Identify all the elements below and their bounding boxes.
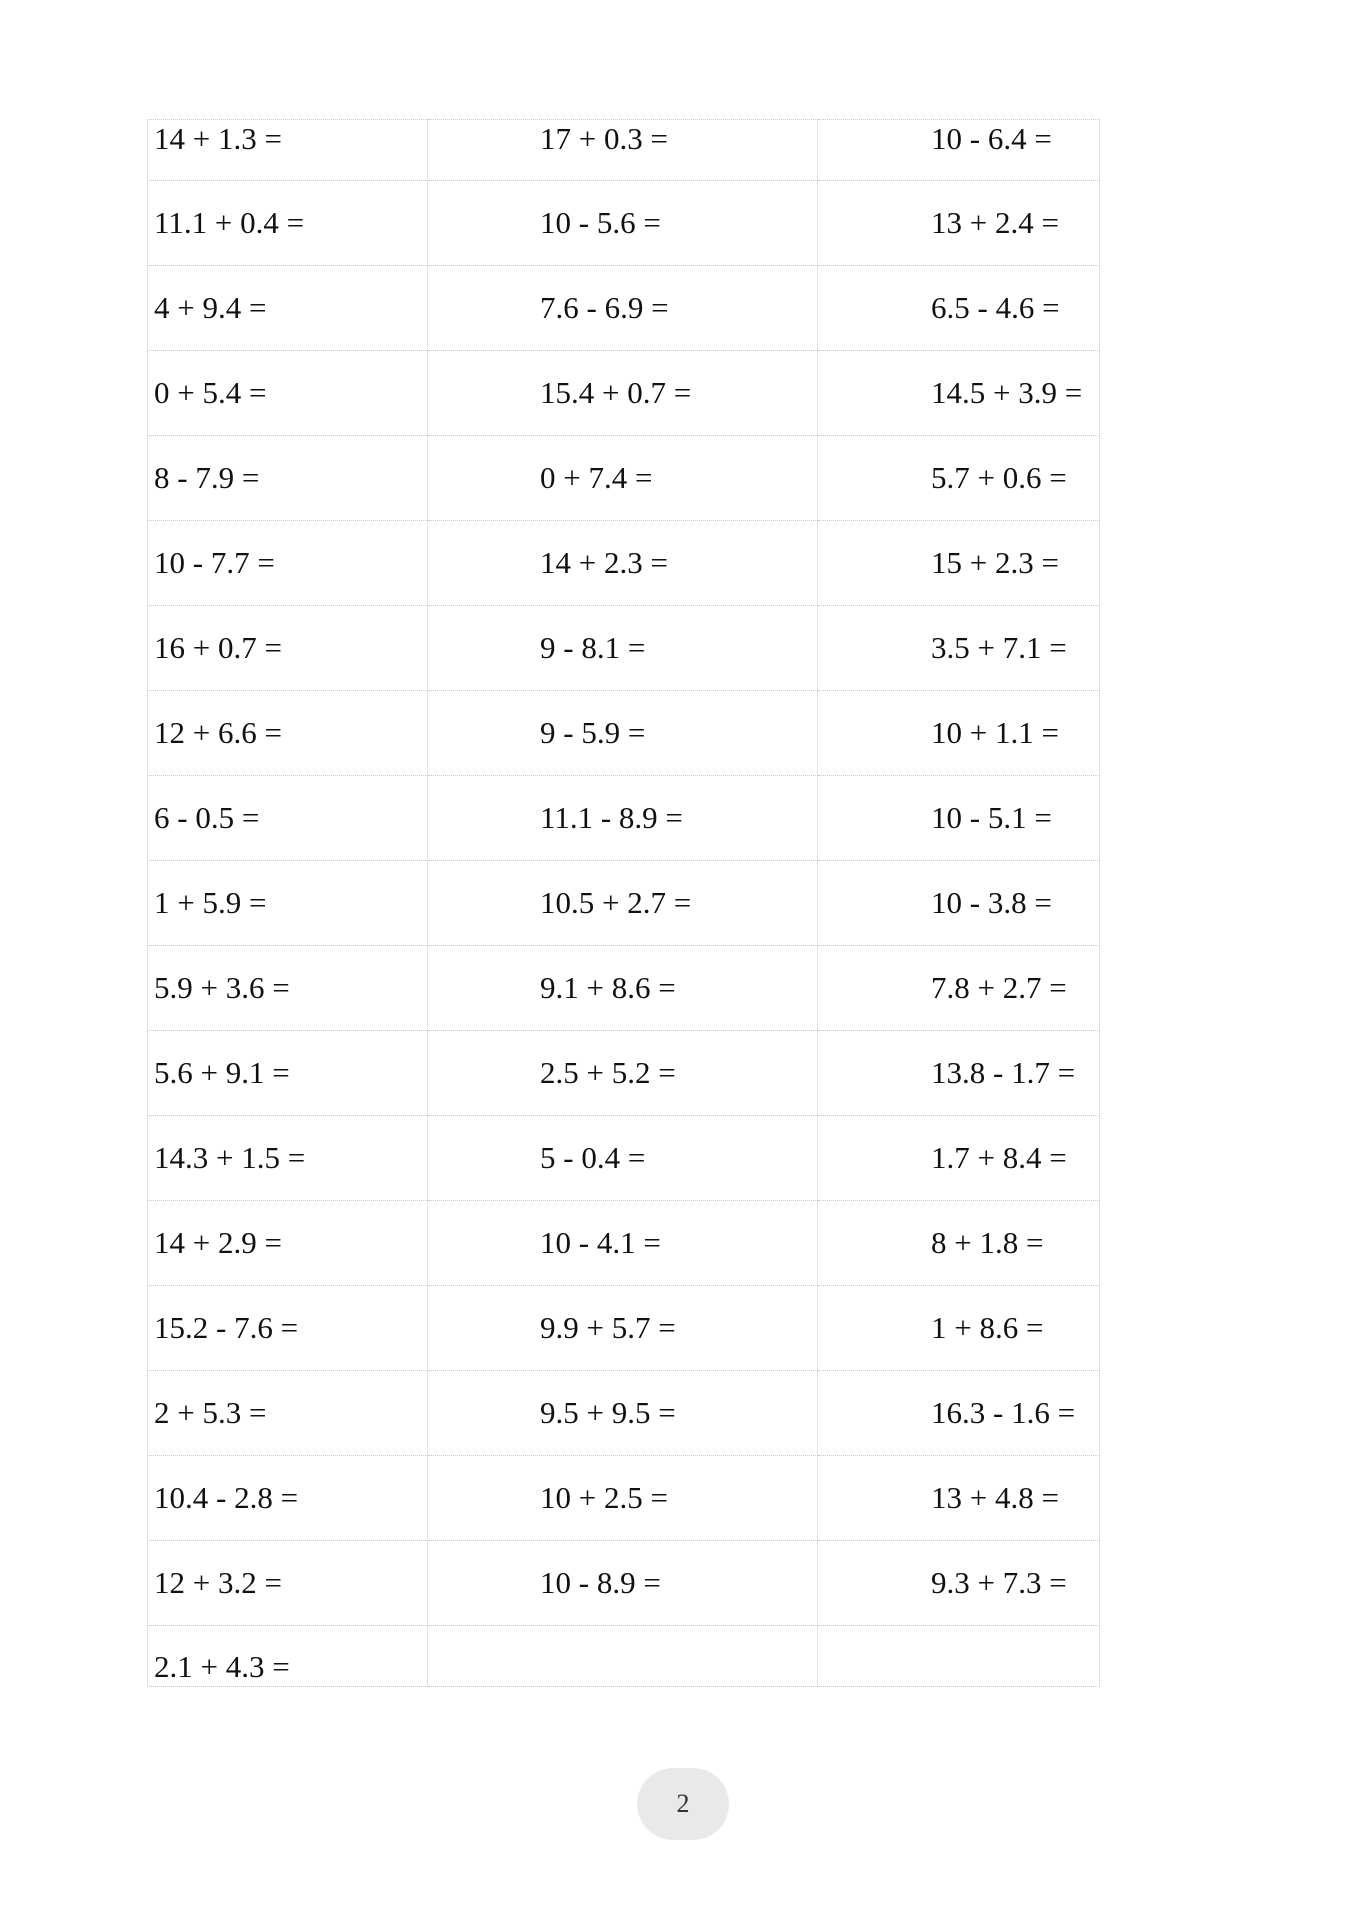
problem-text: 12 + 3.2 = — [154, 1565, 282, 1600]
page-number: 2 — [676, 1789, 690, 1818]
problem-text: 14 + 2.9 = — [154, 1225, 282, 1260]
problem-text: 11.1 + 0.4 = — [154, 205, 305, 240]
problem-text: 2.5 + 5.2 = — [540, 1055, 676, 1090]
problem-text: 1 + 8.6 = — [931, 1310, 1044, 1345]
problem-text: 14 + 1.3 = — [154, 121, 282, 156]
problem-cell — [818, 691, 1100, 776]
problem-row — [148, 606, 1100, 691]
problem-text: 12 + 6.6 = — [154, 715, 282, 750]
problem-cell — [428, 521, 818, 606]
problem-text: 7.6 - 6.9 = — [540, 290, 669, 325]
problem-row — [148, 1541, 1100, 1626]
problem-cell — [148, 606, 428, 691]
problem-text: 5.9 + 3.6 = — [154, 970, 290, 1005]
problem-cell — [818, 946, 1100, 1031]
problem-row — [148, 1286, 1100, 1371]
problem-row — [148, 521, 1100, 606]
problem-cell — [818, 436, 1100, 521]
problem-text: 5.7 + 0.6 = — [931, 460, 1067, 495]
problem-text: 16.3 - 1.6 = — [931, 1395, 1076, 1430]
problem-text: 6.5 - 4.6 = — [931, 290, 1060, 325]
problem-text: 17 + 0.3 = — [540, 121, 668, 156]
problem-cell — [818, 861, 1100, 946]
problem-text: 13 + 4.8 = — [931, 1480, 1059, 1515]
problem-text: 6 - 0.5 = — [154, 800, 260, 835]
problem-cell — [148, 1031, 428, 1116]
problem-cell — [428, 1201, 818, 1286]
problem-text: 1.7 + 8.4 = — [931, 1140, 1067, 1175]
problem-text: 9.3 + 7.3 = — [931, 1565, 1067, 1600]
problem-cell — [428, 861, 818, 946]
problem-cell — [428, 1031, 818, 1116]
problem-cell — [818, 606, 1100, 691]
problem-text: 9 - 8.1 = — [540, 630, 646, 665]
problem-text: 2 + 5.3 = — [154, 1395, 267, 1430]
problem-row — [148, 691, 1100, 776]
problem-row — [148, 861, 1100, 946]
problem-cell — [818, 1116, 1100, 1201]
problem-row — [148, 1201, 1100, 1286]
problem-cell — [818, 1541, 1100, 1626]
problem-row — [148, 1371, 1100, 1456]
problem-cell — [428, 691, 818, 776]
problem-text: 10 - 5.6 = — [540, 205, 661, 240]
problem-cell — [428, 1116, 818, 1201]
problem-text: 4 + 9.4 = — [154, 290, 267, 325]
problem-cell — [148, 1456, 428, 1541]
problem-text: 10 - 6.4 = — [931, 121, 1052, 156]
problem-row — [148, 1456, 1100, 1541]
problem-cell — [428, 351, 818, 436]
problem-text: 3.5 + 7.1 = — [931, 630, 1067, 665]
problem-text: 10.5 + 2.7 = — [540, 885, 692, 920]
problem-row — [148, 776, 1100, 861]
problem-text: 14 + 2.3 = — [540, 545, 668, 580]
problem-text: 9.5 + 9.5 = — [540, 1395, 676, 1430]
problem-cell — [818, 1031, 1100, 1116]
problem-text: 14.3 + 1.5 = — [154, 1140, 306, 1175]
problem-cell — [148, 1201, 428, 1286]
problem-table — [147, 119, 1100, 1687]
problem-text: 13 + 2.4 = — [931, 205, 1059, 240]
problem-text: 1 + 5.9 = — [154, 885, 267, 920]
problem-cell — [818, 1371, 1100, 1456]
problem-cell — [428, 1541, 818, 1626]
problem-text: 2.1 + 4.3 = — [154, 1649, 290, 1684]
problem-cell — [818, 1626, 1100, 1687]
problem-cell — [148, 266, 428, 351]
problem-cell — [428, 1456, 818, 1541]
problem-text: 10 - 5.1 = — [931, 800, 1052, 835]
problem-row — [148, 266, 1100, 351]
problem-cell — [148, 776, 428, 861]
problem-text: 10 + 2.5 = — [540, 1480, 668, 1515]
page-number-badge — [637, 1768, 729, 1840]
problem-cell — [148, 436, 428, 521]
problem-cell — [818, 266, 1100, 351]
problem-text: 9 - 5.9 = — [540, 715, 646, 750]
problem-row — [148, 1116, 1100, 1201]
problem-text: 5 - 0.4 = — [540, 1140, 646, 1175]
problem-cell — [428, 946, 818, 1031]
problem-cell — [818, 181, 1100, 266]
problem-cell — [148, 521, 428, 606]
problem-cell — [148, 1286, 428, 1371]
problem-cell — [148, 1116, 428, 1201]
problem-text: 9.9 + 5.7 = — [540, 1310, 676, 1345]
problem-text: 10 + 1.1 = — [931, 715, 1059, 750]
problem-cell — [148, 181, 428, 266]
problem-cell — [148, 861, 428, 946]
problem-text: 15 + 2.3 = — [931, 545, 1059, 580]
problem-cell — [818, 351, 1100, 436]
problem-table-body — [148, 120, 1100, 1687]
problem-text: 10.4 - 2.8 = — [154, 1480, 299, 1515]
problem-cell — [428, 181, 818, 266]
problem-text: 14.5 + 3.9 = — [931, 375, 1083, 410]
problem-cell — [428, 266, 818, 351]
problem-text: 0 + 7.4 = — [540, 460, 653, 495]
problem-text: 11.1 - 8.9 = — [540, 800, 683, 835]
problem-text: 8 - 7.9 = — [154, 460, 260, 495]
problem-cell — [818, 521, 1100, 606]
problem-text: 10 - 4.1 = — [540, 1225, 661, 1260]
problem-text: 15.2 - 7.6 = — [154, 1310, 299, 1345]
problem-cell — [818, 776, 1100, 861]
problem-cell — [818, 1201, 1100, 1286]
problem-row — [148, 351, 1100, 436]
problem-cell — [818, 120, 1100, 181]
problem-text: 16 + 0.7 = — [154, 630, 282, 665]
problem-row — [148, 1626, 1100, 1687]
problem-cell — [818, 1286, 1100, 1371]
problem-text: 10 - 7.7 = — [154, 545, 275, 580]
problem-cell — [148, 120, 428, 181]
problem-text: 13.8 - 1.7 = — [931, 1055, 1076, 1090]
problem-cell — [428, 120, 818, 181]
problem-row — [148, 946, 1100, 1031]
problem-row — [148, 436, 1100, 521]
problem-cell — [428, 1371, 818, 1456]
problem-text: 7.8 + 2.7 = — [931, 970, 1067, 1005]
problem-cell — [428, 606, 818, 691]
problem-cell — [148, 1626, 428, 1687]
problem-text: 5.6 + 9.1 = — [154, 1055, 290, 1090]
problem-row — [148, 181, 1100, 266]
problem-cell — [428, 1286, 818, 1371]
problem-row — [148, 1031, 1100, 1116]
problem-cell — [428, 1626, 818, 1687]
problem-row — [148, 120, 1100, 181]
problem-text: 10 - 3.8 = — [931, 885, 1052, 920]
problem-cell — [148, 1541, 428, 1626]
problem-cell — [428, 436, 818, 521]
problem-cell — [148, 1371, 428, 1456]
problem-text: 8 + 1.8 = — [931, 1225, 1044, 1260]
problem-cell — [148, 351, 428, 436]
problem-cell — [148, 946, 428, 1031]
problem-cell — [148, 691, 428, 776]
problem-text: 0 + 5.4 = — [154, 375, 267, 410]
problem-text: 9.1 + 8.6 = — [540, 970, 676, 1005]
problem-text: 10 - 8.9 = — [540, 1565, 661, 1600]
problem-cell — [428, 776, 818, 861]
problem-text: 15.4 + 0.7 = — [540, 375, 692, 410]
problem-cell — [818, 1456, 1100, 1541]
